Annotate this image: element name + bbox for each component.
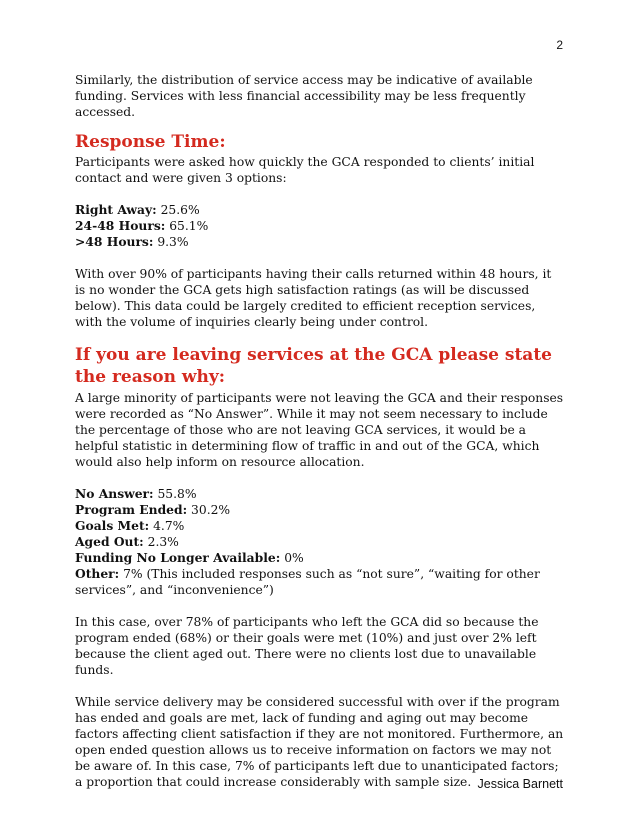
stat-value: 9.3% (153, 235, 189, 249)
stat-aged-out (75, 534, 565, 550)
stat-goals-met (75, 518, 565, 534)
stat-other (75, 566, 565, 598)
intro-paragraph: Similarly, the distribution of service access may be indicative of available funding. Services with less financial accessibility may be less frequently accessed. (75, 73, 533, 119)
stat-label: Program Ended: (75, 502, 188, 517)
stat-label: >48 Hours: (75, 234, 154, 249)
stat-label: Right Away: (75, 202, 157, 217)
stat-over-48-hours (75, 234, 565, 250)
stat-label: Aged Out: (75, 534, 144, 549)
response-time-discussion: With over 90% of participants having their calls returned within 48 hours, it is no wonder the GCA gets high satisfaction ratings (as will be discussed below). This data could be largely credited to efficient reception services, with the volume of inquiries clearly being under control. (75, 267, 552, 329)
stat-value: 7% (This included responses such as “not sure”, “waiting for other services”, and “inconvenience”) (75, 567, 540, 597)
stat-right-away (75, 202, 565, 218)
stat-value: 65.1% (165, 219, 209, 233)
stat-program-ended (75, 502, 565, 518)
stat-value: 30.2% (187, 503, 231, 517)
stat-value: 0% (280, 551, 304, 565)
page-number: 2 (556, 38, 563, 52)
stat-label: 24-48 Hours: (75, 218, 166, 233)
response-time-intro: Participants were asked how quickly the GCA responded to clients’ initial contact and were given 3 options: (75, 155, 535, 185)
page-content (75, 72, 565, 790)
leaving-intro: A large minority of participants were not leaving the GCA and their responses were recorded as “No Answer”. While it may not seem necessary to include the percentage of those who are not leaving GCA services, it would be a helpful statistic in determining flow of traffic in and out of the GCA, which would also help inform on resource allocation. (75, 391, 564, 469)
stat-value: 25.6% (156, 203, 200, 217)
stat-label: Other: (75, 566, 120, 581)
leaving-discussion-1: In this case, over 78% of participants who left the GCA did so because the program ended (68%) or their goals were met (10%) and just over 2% left because the client aged out. There were no clients lost due to unavailable funds. (75, 615, 539, 677)
stat-no-answer (75, 486, 565, 502)
stat-value: 2.3% (143, 535, 179, 549)
response-time-heading: Response Time: (75, 132, 226, 152)
stat-label: Goals Met: (75, 518, 150, 533)
leaving-heading: If you are leaving services at the GCA please state the reason why: (75, 345, 552, 387)
stat-label: No Answer: (75, 486, 154, 501)
author-footer: Jessica Barnett (477, 777, 563, 791)
stat-funding (75, 550, 565, 566)
leaving-discussion-2: While service delivery may be considered successful with over if the program has ended and goals are met, lack of funding and aging out may become factors affecting client satisfaction if they are not monitored. Furthermore, an open ended question allows us to receive information on factors we may not be aware of. In this case, 7% of participants left due to unanticipated factors; a proportion that could increase considerably with sample size. (75, 695, 564, 789)
stat-value: 55.8% (153, 487, 197, 501)
stat-value: 4.7% (149, 519, 185, 533)
stat-24-48-hours (75, 218, 565, 234)
stat-label: Funding No Longer Available: (75, 550, 281, 565)
